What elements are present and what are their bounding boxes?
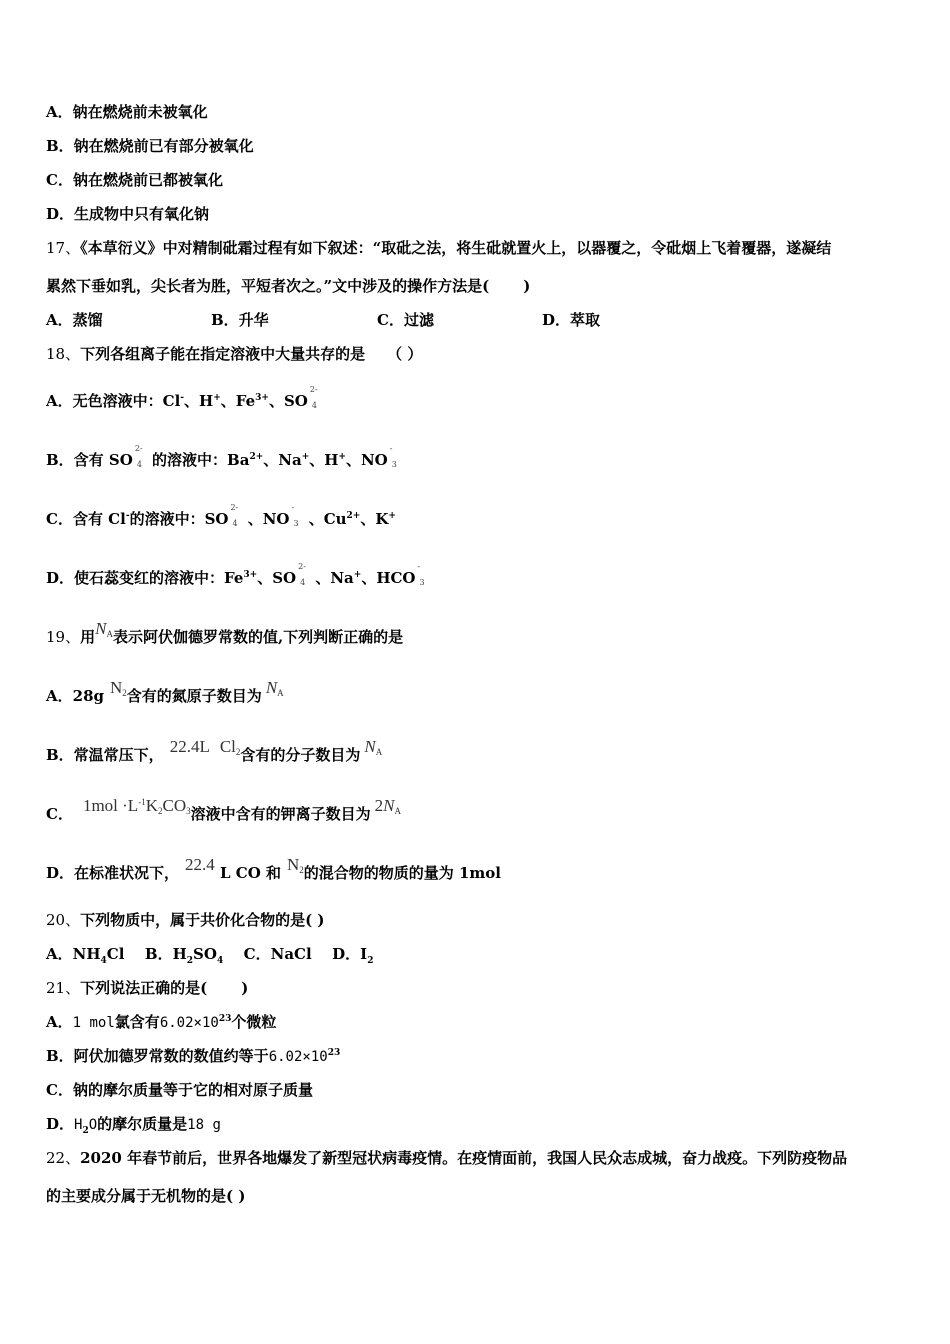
q20-stem [46, 910, 325, 930]
q18-option-d[interactable] [46, 562, 430, 589]
option-text: B．常温常压下， [46, 746, 164, 764]
option-text: 、SO [257, 569, 297, 587]
question-number: 17、 [46, 239, 81, 257]
n2-formula [110, 678, 127, 697]
subscript: A [277, 688, 284, 698]
subscript: A [375, 747, 383, 757]
charge: + [353, 570, 362, 580]
option-text: B．阿伏加德罗常数的数值约等于 [46, 1047, 269, 1065]
option-value: 6.02×10 [159, 1015, 219, 1031]
q18-option-a[interactable] [46, 385, 322, 412]
q21-stem [46, 978, 248, 998]
paren-close: ) [523, 277, 531, 295]
subscript: 4 [311, 401, 317, 410]
question-text: 2020 年春节前后，世界各地爆发了新型冠状病毒疫情。在疫情面前，我国人民众志成城，奋力战疫。下列防疫物品 [80, 1149, 848, 1167]
ion-stack [416, 562, 430, 589]
charge: - [180, 393, 185, 403]
subscript: 4 [216, 956, 224, 966]
charge: + [338, 452, 346, 462]
ion-stack [228, 503, 242, 530]
n2-formula [287, 855, 304, 874]
math-symbol: K [145, 796, 158, 815]
question-number: 21、 [46, 979, 81, 997]
q18-option-c[interactable] [46, 503, 396, 530]
ion-stack [388, 444, 402, 471]
q17-option-c[interactable]: C．过滤 [377, 311, 434, 329]
q21-option-d[interactable] [46, 1114, 221, 1135]
option-text: 、SO [268, 392, 308, 410]
question-text: 下列说法正确的是( [80, 979, 208, 997]
q16-option-b[interactable] [46, 136, 254, 156]
subscript: 3 [293, 519, 299, 528]
option-text: 、K [360, 510, 389, 528]
question-text: 表示阿伏伽德罗常数的值,下列判断正确的是 [112, 628, 404, 646]
question-text: 下列物质中，属于共价化合物的是( ) [80, 911, 325, 929]
subscript: 4 [136, 460, 142, 469]
option-text: 、Na [310, 569, 354, 587]
option-value: 6.02×10 [268, 1049, 328, 1065]
q21-option-a[interactable] [46, 1012, 276, 1033]
option-text: L CO 和 [214, 864, 281, 882]
q17-stem-line1 [46, 238, 831, 258]
option-text: 、HCO [361, 569, 416, 587]
charge: + [301, 452, 310, 462]
superscript: 23 [218, 1014, 232, 1024]
option-text: C．钠在燃烧前已都被氧化 [46, 171, 223, 189]
option-text: 的混合物的物质的量为 1mol [303, 864, 502, 882]
subscript: 2 [367, 956, 374, 966]
subscript: 2 [235, 747, 241, 757]
option-text: 、NO [345, 451, 388, 469]
q16-option-a[interactable] [46, 102, 208, 122]
option-text: A．NH [46, 945, 101, 963]
subscript: 3 [186, 806, 191, 816]
math-symbol: N [383, 796, 395, 815]
q17-option-a[interactable]: A．蒸馏 [46, 311, 103, 329]
concentration-expr [83, 796, 191, 815]
charge: 3+ [243, 570, 258, 580]
superscript: -1 [138, 797, 146, 807]
paren-close: ) [241, 979, 249, 997]
charge: + [388, 511, 396, 521]
math-symbol: N [265, 678, 278, 697]
option-text: A．无色溶液中：Cl [46, 392, 181, 410]
option-text: 的摩尔质量是 [97, 1115, 188, 1133]
q19-option-c[interactable] [46, 796, 401, 826]
math-symbol: N [95, 619, 107, 638]
option-text: SO [193, 945, 217, 963]
option-text: D．在标准状况下， [46, 864, 180, 882]
option-text: 溶液中含有的钾离子数目为 [190, 805, 371, 823]
option-text: 、NO [242, 510, 290, 528]
charge: 2- [309, 385, 318, 394]
ion-stack [308, 385, 322, 412]
ion-stack [289, 503, 303, 530]
avogadro-symbol [364, 737, 382, 756]
charge: - [291, 503, 295, 512]
math-symbol: N [364, 737, 376, 756]
two-avogadro [375, 796, 401, 815]
math-symbol: N [286, 855, 300, 874]
option-text: D．生成物中只有氧化钠 [46, 205, 210, 223]
q16-option-d[interactable] [46, 204, 209, 224]
charge: - [417, 562, 421, 571]
avogadro-symbol [266, 678, 284, 697]
ion-stack [133, 444, 147, 471]
q20-option-a[interactable] [46, 945, 125, 966]
option-text: A． [46, 1013, 73, 1031]
question-number: 20、 [46, 911, 81, 929]
q19-option-d[interactable] [46, 855, 502, 885]
question-text: 下列各组离子能在指定溶液中大量共存的是 [80, 345, 366, 363]
q20-option-d[interactable] [332, 945, 374, 966]
volume-value: 22.4 [185, 855, 215, 874]
subscript: 2 [157, 806, 163, 816]
option-text: B．H [144, 945, 187, 963]
cl2-formula [220, 737, 241, 756]
option-text: 的溶液中：Ba [146, 451, 250, 469]
q18-option-b[interactable] [46, 444, 402, 471]
option-value: 18 g [187, 1117, 221, 1133]
subscript: 3 [391, 460, 397, 469]
charge: + [213, 393, 221, 403]
option-value: 1 mol [72, 1015, 115, 1031]
option-text: D．I [332, 945, 368, 963]
math-symbol: 2 [374, 796, 384, 815]
q19-option-a[interactable] [46, 678, 284, 708]
option-text: C．钠的摩尔质量等于它的相对原子质量 [46, 1081, 313, 1099]
q21-option-b[interactable] [46, 1046, 340, 1067]
subscript: 4 [100, 956, 107, 966]
subscript: A [394, 806, 401, 816]
math-symbol: N [110, 678, 123, 697]
option-text: B．钠在燃烧前已有部分被氧化 [46, 137, 254, 155]
question-text: 的主要成分属于无机物的是( ) [46, 1187, 246, 1205]
question-text: 累然下垂如乳，尖长者为胜，平短者次之。”文中涉及的操作方法是( [46, 277, 490, 295]
q17-option-b[interactable]: B．升华 [211, 311, 269, 329]
option-text: C．含有 Cl [46, 510, 126, 528]
option-text: 的溶液中：SO [129, 510, 229, 528]
option-text: 、Cu [303, 510, 347, 528]
q21-option-c[interactable] [46, 1080, 313, 1100]
option-text: D． [46, 1115, 75, 1133]
subscript: 2 [299, 865, 304, 875]
charge: - [389, 444, 393, 453]
option-text: B．含有 SO [46, 451, 133, 469]
q19-stem [46, 619, 404, 649]
question-number: 22、 [46, 1149, 81, 1167]
math-symbol: 1mol ·L [82, 796, 139, 815]
subscript: 3 [419, 578, 425, 587]
q22-stem-line1 [46, 1148, 847, 1168]
charge: 2- [230, 503, 239, 512]
charge: 2+ [346, 511, 361, 521]
option-value: H [74, 1117, 83, 1133]
option-text: 氯含有 [114, 1013, 160, 1031]
option-text: 、Na [263, 451, 302, 469]
ion-stack [296, 562, 310, 589]
option-value: O [88, 1117, 98, 1133]
volume-value: 22.4L [169, 737, 210, 756]
option-text: A．28g [46, 687, 105, 705]
subscript: 2 [82, 1126, 89, 1136]
q16-option-c[interactable] [46, 170, 223, 190]
subscript: 4 [300, 578, 306, 587]
option-text: D．使石蕊变红的溶液中：Fe [46, 569, 244, 587]
q17-option-d[interactable]: D．萃取 [542, 311, 601, 329]
option-text: 、H [309, 451, 339, 469]
math-symbol: CO [162, 796, 187, 815]
option-text: 含有的氮原子数目为 [126, 687, 262, 705]
q17-stem-line2 [46, 276, 530, 296]
q18-stem [46, 344, 422, 364]
charge: 2- [134, 444, 143, 453]
option-text: 、H [184, 392, 214, 410]
option-text: A．钠在燃烧前未被氧化 [46, 103, 208, 121]
subscript: 4 [232, 519, 238, 528]
option-text: 个微粒 [231, 1013, 277, 1031]
answer-paren: （ ） [387, 345, 423, 363]
subscript: A [106, 629, 113, 639]
q19-option-b[interactable] [46, 737, 383, 767]
charge: 2- [298, 562, 306, 571]
question-text: 用 [80, 628, 96, 646]
charge: 2+ [249, 452, 264, 462]
charge: 3+ [255, 393, 269, 403]
charge: - [125, 511, 130, 521]
option-text: 、Fe [220, 392, 256, 410]
option-text: 含有的分子数目为 [240, 746, 361, 764]
question-number: 19、 [46, 628, 81, 646]
option-text: Cl [106, 945, 125, 963]
q20-options [46, 944, 373, 964]
q20-option-b[interactable] [144, 945, 224, 966]
math-symbol: Cl [219, 737, 236, 756]
question-text: 《本草衍义》中对精制砒霜过程有如下叙述：“取砒之法，将生砒就置火上，以器覆之，令砒烟上飞着覆器，遂凝结 [80, 239, 832, 257]
question-number: 18、 [46, 345, 81, 363]
q22-stem-line2 [46, 1186, 245, 1206]
subscript: 2 [122, 688, 127, 698]
avogadro-symbol [95, 619, 113, 638]
q20-option-c[interactable]: C．NaCl [243, 945, 312, 963]
option-text: C． [46, 805, 73, 823]
subscript: 2 [186, 956, 194, 966]
superscript: 23 [327, 1048, 341, 1058]
